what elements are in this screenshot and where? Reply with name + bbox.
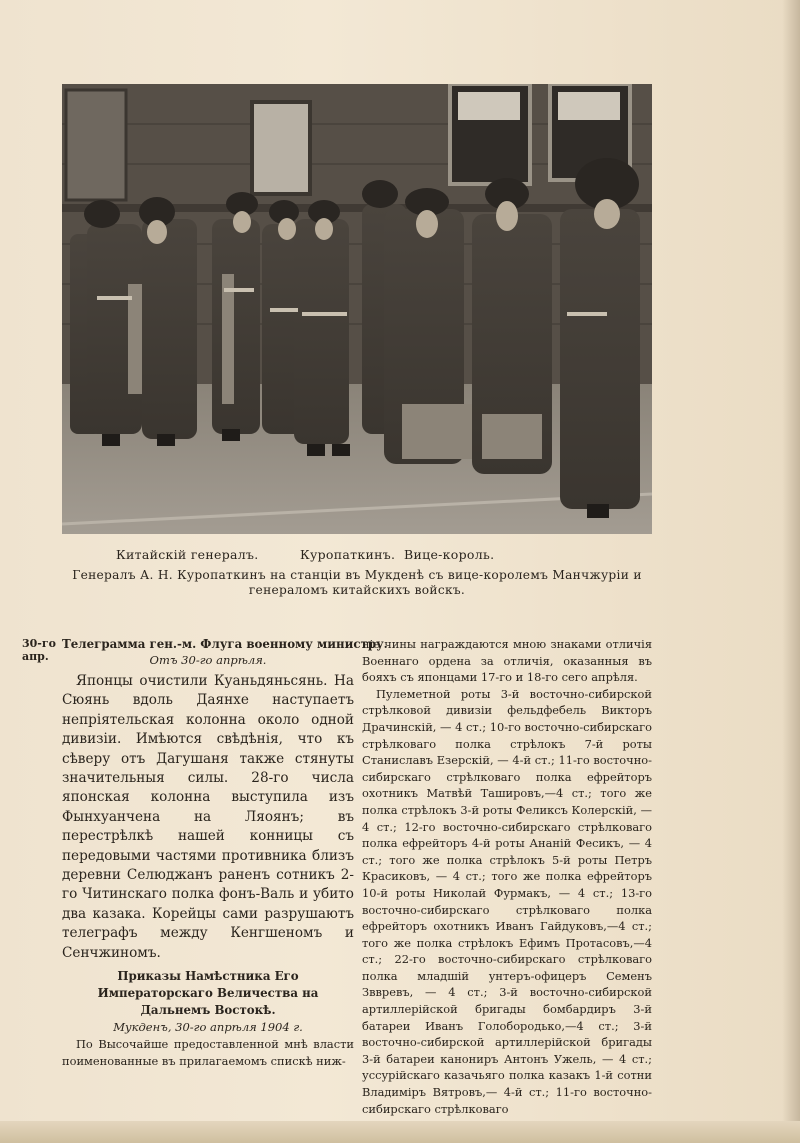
orders-heading: Приказы Намѣстника Его Императорскаго Величества на Дальнемъ Востокѣ. xyxy=(97,969,319,1018)
telegram-heading: Телеграмма ген.-м. Флуга военному министру. xyxy=(62,637,388,651)
telegram-text: Японцы очистили Куаньдяньсянь. На Сюянь вдоль Даянхе наступаетъ непріятельская колонна около одной дивизіи. Имѣются свѣдѣнія, что къ сѣверу отъ Дагушаня также стянуты значительныя силы. 28-го числа японская колонна выступила изъ Фынхуанчена на Ляоянъ; въ перестрѣлкѣ нашей конницы съ передовыми частями противника близъ деревни Селюджанъ раненъ сотникъ 2-го Читинскаго полка фонъ-Валь и убито два казака. Корейцы сами разрушаютъ телеграфъ между Кенгшеномъ и Сенчжиномъ. xyxy=(62,673,354,961)
awards-list: Пулеметной роты 3-й восточно-сибирской стрѣлковой дивизіи фельдфебель Викторъ Драчинскій, — 4 ст.; 10-го восточно-сибирскаго стрѣлковаго полка стрѣлокъ 7-й роты Станиславъ Езерскій, — 4-й ст.; 11-го восточно-сибирскаго стрѣлковаго полка ефрейторъ охотникъ Матвѣй Ташировъ,—4 ст.; того же полка стрѣлокъ 3-й роты Феликсъ Колерскій, — 4 ст.; 12-го восточно-сибирскаго стрѣлковаго полка ефрейторъ 4-й роты Ананій Фесикъ, — 4 ст.; того же полка стрѣлокъ 5-й роты Петръ Красиковъ, — 4 ст.; того же полка ефрейторъ 10-й роты Николай Фурмакъ, — 4 ст.; 13-го восточно-сибирскаго стрѣлковаго полка ефрейторъ охотникъ Иванъ Гайдуковъ,—4 ст.; того же полка стрѣлокъ Ефимъ Протасовъ,—4 ст.; 22-го восточно-сибирскаго стрѣлковаго полка младшій унтеръ-офицеръ Семенъ Зввревъ, — 4 ст.; 3-й восточно-сибирской артиллерійской бригады бомбардиръ 3-й батареи Иванъ Голобородько,—4 ст.; 3-й восточно-сибирской артиллерійской бригады 3-й батареи канониръ Антонъ Ужель, — 4 ст.; уссурійскаго казачьяго полка казакъ 1-й сотни Владиміръ Вятровъ,— 4-й ст.; 11-го восточно-сибирскаго стрѣлковаго xyxy=(362,686,652,1116)
orders-text-left: По Высочайше предоставленной мнѣ власти поименованные въ прилагаемомъ спискѣ ниж- xyxy=(62,1037,354,1068)
margin-date-note: 30-го апр. xyxy=(22,637,56,663)
right-column xyxy=(362,636,652,1117)
photograph-image xyxy=(62,84,652,534)
orders-date: Мукденъ, 30-го апрѣля 1904 г. xyxy=(113,1020,303,1035)
page-bottom-edge xyxy=(0,1121,800,1143)
photo-caption-labels xyxy=(62,547,652,565)
page-edge-shadow xyxy=(782,0,800,1143)
caption-label-chinese-general: Китайскій генералъ. xyxy=(116,547,259,562)
photograph xyxy=(62,84,652,534)
photo-caption: Генералъ А. Н. Куропаткинъ на станціи въ Мукденѣ съ вице-королемъ Манчжуріи и генераломъ китайскихъ войскъ. xyxy=(72,568,642,597)
caption-label-kuropatkin: Куропаткинъ. xyxy=(300,547,396,562)
orders-text-continued: ніе чины награждаются мною знаками отличія Военнаго ордена за отличія, оказанныя въ бояхъ съ японцами 17-го и 18-го сего апрѣля. xyxy=(362,637,652,685)
left-column xyxy=(62,636,388,1069)
telegram-date: Отъ 30-го апрѣля. xyxy=(149,653,267,667)
caption-label-viceroy: Вице-король. xyxy=(404,547,495,562)
